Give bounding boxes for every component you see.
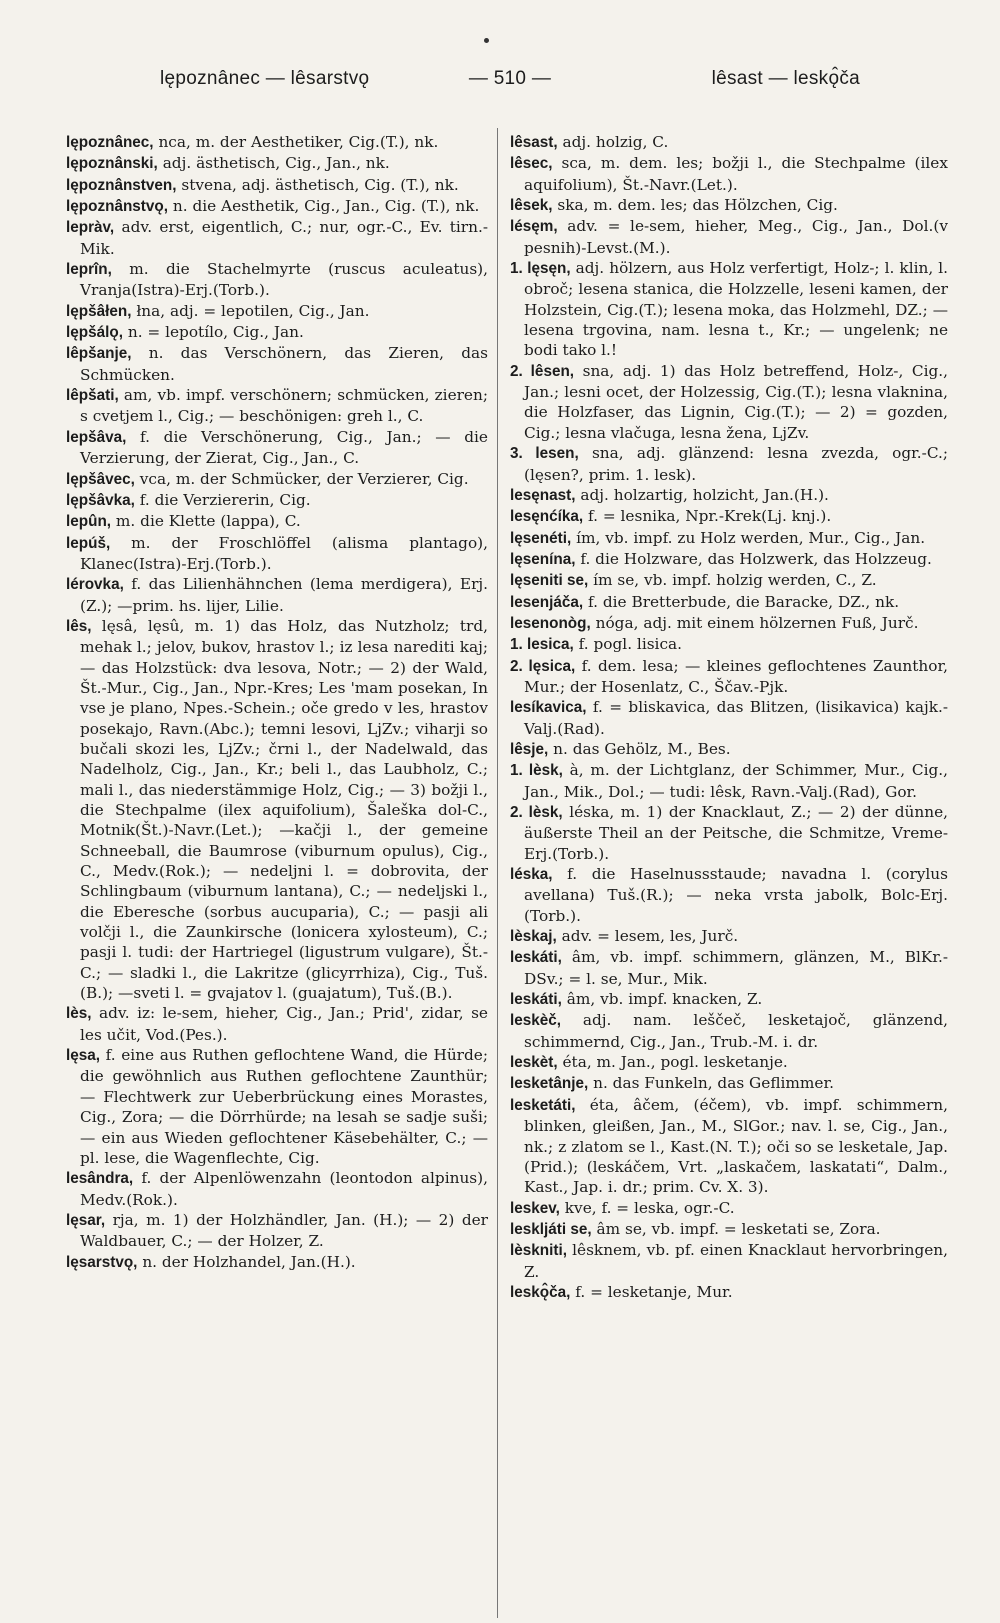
entry-headword: 2. lèsk, [510,804,563,821]
entry-headword: lępoznânstven, [66,176,177,194]
entry-definition: f. die Bretterbude, die Baracke, DZ., nk. [588,592,900,611]
dictionary-entry [510,528,948,549]
entry-headword: lérovka, [66,576,124,594]
entry-definition: adj. holzartig, holzicht, Jan.(H.). [580,485,829,504]
entry-definition: n. = lepotílo, Cig., Jan. [127,323,304,342]
dictionary-entry [66,427,488,469]
right-column [510,132,948,1303]
entry-headword: lepúš, [66,534,111,552]
entry-definition: m. die Klette (lappa), C. [115,512,301,531]
entry-headword: lesketáti, [510,1096,576,1114]
entry-headword: lęseniti se, [510,572,589,590]
entry-headword: lésęm, [510,218,558,236]
entry-headword: lęsenína, [510,550,576,568]
dictionary-entry [510,1010,948,1052]
entry-definition: f. die Haselnussstaude; navadna l. (corylus avellana) Tuš.(R.); — neka vrsta jabolk, Bolc-Erj.(Torb.). [524,865,948,925]
header-left-guideword: lępoznânec — lêsarstvǫ [160,68,370,89]
entry-headword: leskljáti se, [510,1220,592,1238]
entry-headword: lepûn, [66,513,112,531]
entry-headword: lesíkavica, [510,699,587,717]
entry-definition: sca, m. dem. les; božji l., die Stechpalme (ilex aquifolium), Št.-Navr.(Let.). [524,154,948,194]
dictionary-entry [510,549,948,570]
entry-headword: 1. lęsęn, [510,260,571,278]
entry-headword: 2. lêsen, [510,362,575,380]
dictionary-entry [510,864,948,926]
entry-definition: âm se, vb. impf. = lesketati se, Zora. [596,1219,881,1238]
dictionary-entry [510,989,948,1010]
entry-definition: éta, âčem, (éčem), vb. impf. schimmern, blinken, gleißen, Jan., M., SlGor.; nav. l. se, Cig., Jan., nk.; z zlatom se l., Kast.(N. T.); oči so se lesketale, Jap.(Prid.); (leskáčem, Vrt. „laskačem, laskatati“, Dalm., Kast., Jap. i. dr.; prim. Cv. X. 3). [524,1095,948,1197]
entry-definition: kve, f. = leska, ogr.-C. [564,1198,735,1217]
entry-definition: f. die Verziererin, Cig. [139,490,311,509]
dictionary-entry [66,533,488,575]
entry-definition: f. pogl. lisica. [578,635,683,654]
dictionary-entry [66,1168,488,1210]
entry-headword: leskǫ̂ča, [510,1283,571,1301]
entry-headword: 3. lesen, [510,445,579,463]
header-right-guideword: lêsast — leskǫ̂ča [711,68,860,89]
dictionary-entry [510,613,948,634]
dictionary-entry [66,385,488,427]
entry-definition: léska, m. 1) der Knacklaut, Z.; — 2) der dünne, äußerste Theil an der Peitsche, die Schmitze, Vreme-Erj.(Torb.). [524,803,948,863]
entry-definition: nóga, adj. mit einem hölzernen Fuß, Jurč. [595,613,919,632]
entry-definition: adj. ästhetisch, Cig., Jan., nk. [162,154,390,173]
entry-definition: rja, m. 1) der Holzhändler, Jan. (H.); — 2) der Waldbauer, C.; — der Holzer, Z. [80,1210,488,1251]
dictionary-entry [510,1282,948,1303]
entry-definition: adv. = le-sem, hieher, Meg., Cig., Jan., Dol.(v pesnih)-Levst.(M.). [524,217,948,257]
dictionary-entry [510,216,948,258]
entry-headword: lèskaj, [510,928,557,946]
dictionary-entry [66,132,488,153]
entry-headword: lèskniti, [510,1242,567,1260]
entry-definition: ím, vb. impf. zu Holz werden, Mur., Cig., Jan. [576,528,926,547]
entry-headword: leskáti, [510,991,562,1009]
dictionary-entry [66,153,488,174]
entry-definition: f. die Holzware, das Holzwerk, das Holzzeug. [580,549,932,568]
dictionary-entry [510,760,948,802]
entry-headword: lesęnast, [510,486,576,504]
entry-headword: lępoznânec, [66,134,154,151]
entry-headword: lesęnćíka, [510,508,584,526]
page-number: — 510 — [468,68,552,89]
entry-definition: lêsknem, vb. pf. einen Knacklaut hervorbringen, Z. [524,1241,948,1281]
column-divider [497,128,498,1618]
entry-headword: 1. lèsk, [510,762,563,780]
dictionary-entry [510,947,948,989]
dictionary-entry [510,132,948,153]
dictionary-entry [510,570,948,591]
dictionary-entry [66,175,488,196]
entry-headword: lès, [66,1005,92,1023]
dictionary-entry [510,739,948,760]
entry-headword: lêsje, [510,740,549,758]
entry-definition: m. die Stachelmyrte (ruscus aculeatus), Vranja(Istra)-Erj.(Torb.). [80,260,488,300]
entry-headword: lesenjáča, [510,593,584,611]
dictionary-entry [66,196,488,217]
entry-definition: f. eine aus Ruthen geflochtene Wand, die Hürde; die gewöhnlich aus Ruthen geflochtene Zaunthür; — Flechtwerk zur Ueberbrückung eines Morastes, Cig., Zora; — die Dörrhürde; na lesah se sadje suši; — ein aus Wieden geflochtener Käsebehälter, C.; — pl. lese, die Wagenflechte, Cig. [80,1046,488,1167]
entry-definition: à, m. der Lichtglanz, der Schimmer, Mur., Cig., Jan., Mik., Dol.; — tudi: lêsk, Ravn.-Valj.(Rad), Gor. [524,761,948,801]
entry-headword: lesketânje, [510,1075,589,1093]
entry-headword: lesândra, [66,1170,134,1188]
entry-headword: lęsenéti, [510,529,572,547]
entry-headword: leskev, [510,1199,560,1217]
entry-headword: lęsar, [66,1211,106,1229]
dictionary-entry [66,574,488,616]
entry-headword: 1. lesica, [510,636,574,654]
dictionary-entry [510,506,948,527]
dictionary-entry [66,490,488,511]
entry-definition: stvena, adj. ästhetisch, Cig. (T.), nk. [181,175,459,194]
page-dot [484,38,489,43]
entry-definition: adv. erst, eigentlich, C.; nur, ogr.-C., Ev. tirn.-Mik. [80,218,488,258]
entry-headword: leskèč, [510,1012,562,1030]
entry-definition: f. die Verschönerung, Cig., Jan.; — die Verzierung, der Zierat, Cig., Jan., C. [80,427,488,468]
entry-headword: lêpšati, [66,387,119,405]
dictionary-entry [510,1073,948,1094]
entry-definition: f. = lesketanje, Mur. [575,1282,733,1301]
entry-definition: n. das Verschönern, das Zieren, das Schmücken. [80,344,488,384]
dictionary-entry [510,802,948,864]
entry-definition: adj. holzig, C. [562,133,669,151]
entry-headword: lępoznânstvǫ, [66,198,168,216]
entry-definition: lęsâ, lęsû, m. 1) das Holz, das Nutzholz; trd, mehak l.; jelov, bukov, hrastov l.; iz lesa narediti kaj; — das Holzstück: dva lesova, Notr.; — 2) der Wald, Št.-Mur., Cig., Jan., Npr.-Kres; Les 'mam posekan, In vse je plano, Npes.-Schein.; oče gredo v les, hrastov posekajo, Ravn.(Abc.); temni lesovi, LjZv.; viharji so bučali skozi les, LjZv.; črni l., der Nadelwald, das Nadelholz, Cig., Jan., Kr.; beli l., das Laubholz, C.; mali l., das niederstämmige Holz, Cig.; — 3) božji l., die Stechpalme (ilex aquifolium), Šaleška dol-C., Motnik(Št.)-Navr.(Let.); —kačji l., der gemeine Schneeball, die Baumrose (viburnum opulus), Cig., C., Medv.(Rok.); — nedeljni l. = dobrovita, der Schlingbaum (viburnum lantana), C.; — nedeljski l., die Eberesche (sorbus aucuparia), C.; — pasji ali volčji l., die Zaunkirsche (lonicera xylosteum), C.; pasji l. tudi: der Hartriegel (ligustrum vulgare), Št.-C.; — sladki l., die Lakritze (glicyrrhiza), Cig., Tuš.(B.); —sveti l. = gvajatov l. (guajatum), Tuš.(B.). [80,616,488,1003]
entry-headword: lêsast, [510,134,558,151]
entry-headword: lępoznânski, [66,155,158,173]
entry-headword: lępšâłen, [66,302,132,320]
entry-definition: ska, m. dem. les; das Hölzchen, Cig. [557,196,838,215]
entry-headword: lêsek, [510,197,553,215]
entry-definition: am, vb. impf. verschönern; schmücken, zieren; s cvetjem l., Cig.; — beschönigen: greh l., C. [80,386,488,426]
dictionary-entry [510,697,948,739]
dictionary-entry [66,511,488,532]
dictionary-entry [66,259,488,301]
entry-definition: f. der Alpenlöwenzahn (leontodon alpinus), Medv.(Rok.). [80,1169,488,1209]
entry-headword: lepràv, [66,219,115,237]
running-header [160,64,860,94]
dictionary-entry [510,153,948,195]
entry-definition: f. = bliskavica, das Blitzen, (lisikavica) kajk.-Valj.(Rad). [524,698,948,738]
dictionary-entry [510,361,948,443]
entry-definition: sna, adj. glänzend: lesna zvezda, ogr.-C.; (lęsen?, prim. 1. lesk). [524,444,948,484]
dictionary-entry [510,1095,948,1198]
entry-definition: âm, vb. impf. schimmern, glänzen, M., BlKr.-DSv.; = l. se, Mur., Mik. [524,948,948,988]
entry-headword: lęsarstvǫ, [66,1253,138,1271]
entry-definition: adv. = lesem, les, Jurč. [561,927,739,946]
entry-definition: vca, m. der Schmücker, der Verzierer, Cig. [139,469,469,488]
dictionary-entry [510,926,948,947]
entry-definition: éta, m. Jan., pogl. lesketanje. [562,1053,788,1072]
dictionary-entry [510,634,948,655]
entry-headword: lępšâvec, [66,470,135,488]
dictionary-entry [66,1045,488,1168]
entry-definition: n. das Funkeln, das Geflimmer. [593,1074,834,1093]
entry-headword: 2. lęsica, [510,657,576,675]
entry-definition: f. das Lilienhähnchen (lema merdigera), Erj.(Z.); —prim. hs. lijer, Lilie. [80,575,488,615]
dictionary-entry [66,1003,488,1045]
entry-definition: n. die Aesthetik, Cig., Jan., Cig. (T.), nk. [172,197,480,216]
dictionary-entry [510,1052,948,1073]
dictionary-entry [510,1219,948,1240]
dictionary-entry [510,1198,948,1219]
entry-headword: léska, [510,866,553,884]
entry-definition: m. der Froschlöffel (alisma plantago), Klanec(Istra)-Erj.(Torb.). [80,533,488,573]
dictionary-entry [66,1252,488,1273]
entry-headword: lępšâvka, [66,491,135,509]
dictionary-entry [66,217,488,259]
dictionary-entry [510,592,948,613]
entry-headword: lêpšanje, [66,345,132,363]
dictionary-entry [66,301,488,322]
dictionary-entry [66,322,488,343]
entry-definition: âm, vb. impf. knacken, Z. [566,990,763,1009]
entry-headword: leprîn, [66,261,112,279]
entry-definition: adj. nam. leščeč, lesketajoč, glänzend, schimmernd, Cig., Jan., Trub.-M. i. dr. [524,1011,948,1051]
entry-definition: n. der Holzhandel, Jan.(H.). [142,1252,356,1271]
entry-headword: leskáti, [510,949,562,967]
entry-headword: lęsa, [66,1047,101,1065]
entry-headword: lêsec, [510,155,553,173]
dictionary-entry [510,1240,948,1282]
dictionary-entry [66,616,488,1004]
entry-definition: adj. hölzern, aus Holz verfertigt, Holz-; l. klin, l. obroč; lesena stanica, die Holzzelle, leseni kamen, der Holzstein, Cig.(T.); lesena moka, das Holzmehl, DZ.; — lesena trgovina, nam. lesna t., Kr.; — ungelenk; ne bodi tako l.! [524,259,948,360]
dictionary-entry [66,1210,488,1252]
dictionary-entry [66,343,488,385]
dictionary-entry [510,443,948,485]
left-column [66,132,488,1273]
entry-definition: sna, adj. 1) das Holz betreffend, Holz-, Cig., Jan.; lesni ocet, der Holzessig, Cig.(T.); lesna vlaknina, die Holzfaser, das Lignin, Cig.(T.); — 2) = gozden, Cig.; lesna vlačuga, lesna žena, LjZv. [524,361,948,442]
entry-definition: ím se, vb. impf. holzig werden, C., Z. [593,571,877,590]
entry-definition: nca, m. der Aesthetiker, Cig.(T.), nk. [158,133,439,151]
dictionary-entry [66,469,488,490]
entry-definition: f. = lesnika, Npr.-Krek(Lj. knj.). [588,507,832,526]
dictionary-entry [510,656,948,698]
dictionary-entry [510,485,948,506]
dictionary-entry [510,258,948,361]
entry-headword: lępšálǫ, [66,324,123,342]
entry-headword: lepšâva, [66,428,127,446]
entry-definition: n. das Gehölz, M., Bes. [553,739,731,758]
entry-definition: adv. iz: le-sem, hieher, Cig., Jan.; Prid', zidar, se les učit, Vod.(Pes.). [80,1004,488,1044]
entry-definition: łna, adj. = lepotilen, Cig., Jan. [136,301,370,320]
entry-definition: f. dem. lesa; — kleines geflochtenes Zaunthor, Mur.; der Hosenlatz, C., Ščav.-Pjk. [524,656,948,696]
entry-headword: leskèt, [510,1054,558,1072]
dictionary-entry [510,195,948,216]
entry-headword: lês, [66,617,92,635]
entry-headword: lesenonòg, [510,614,591,632]
